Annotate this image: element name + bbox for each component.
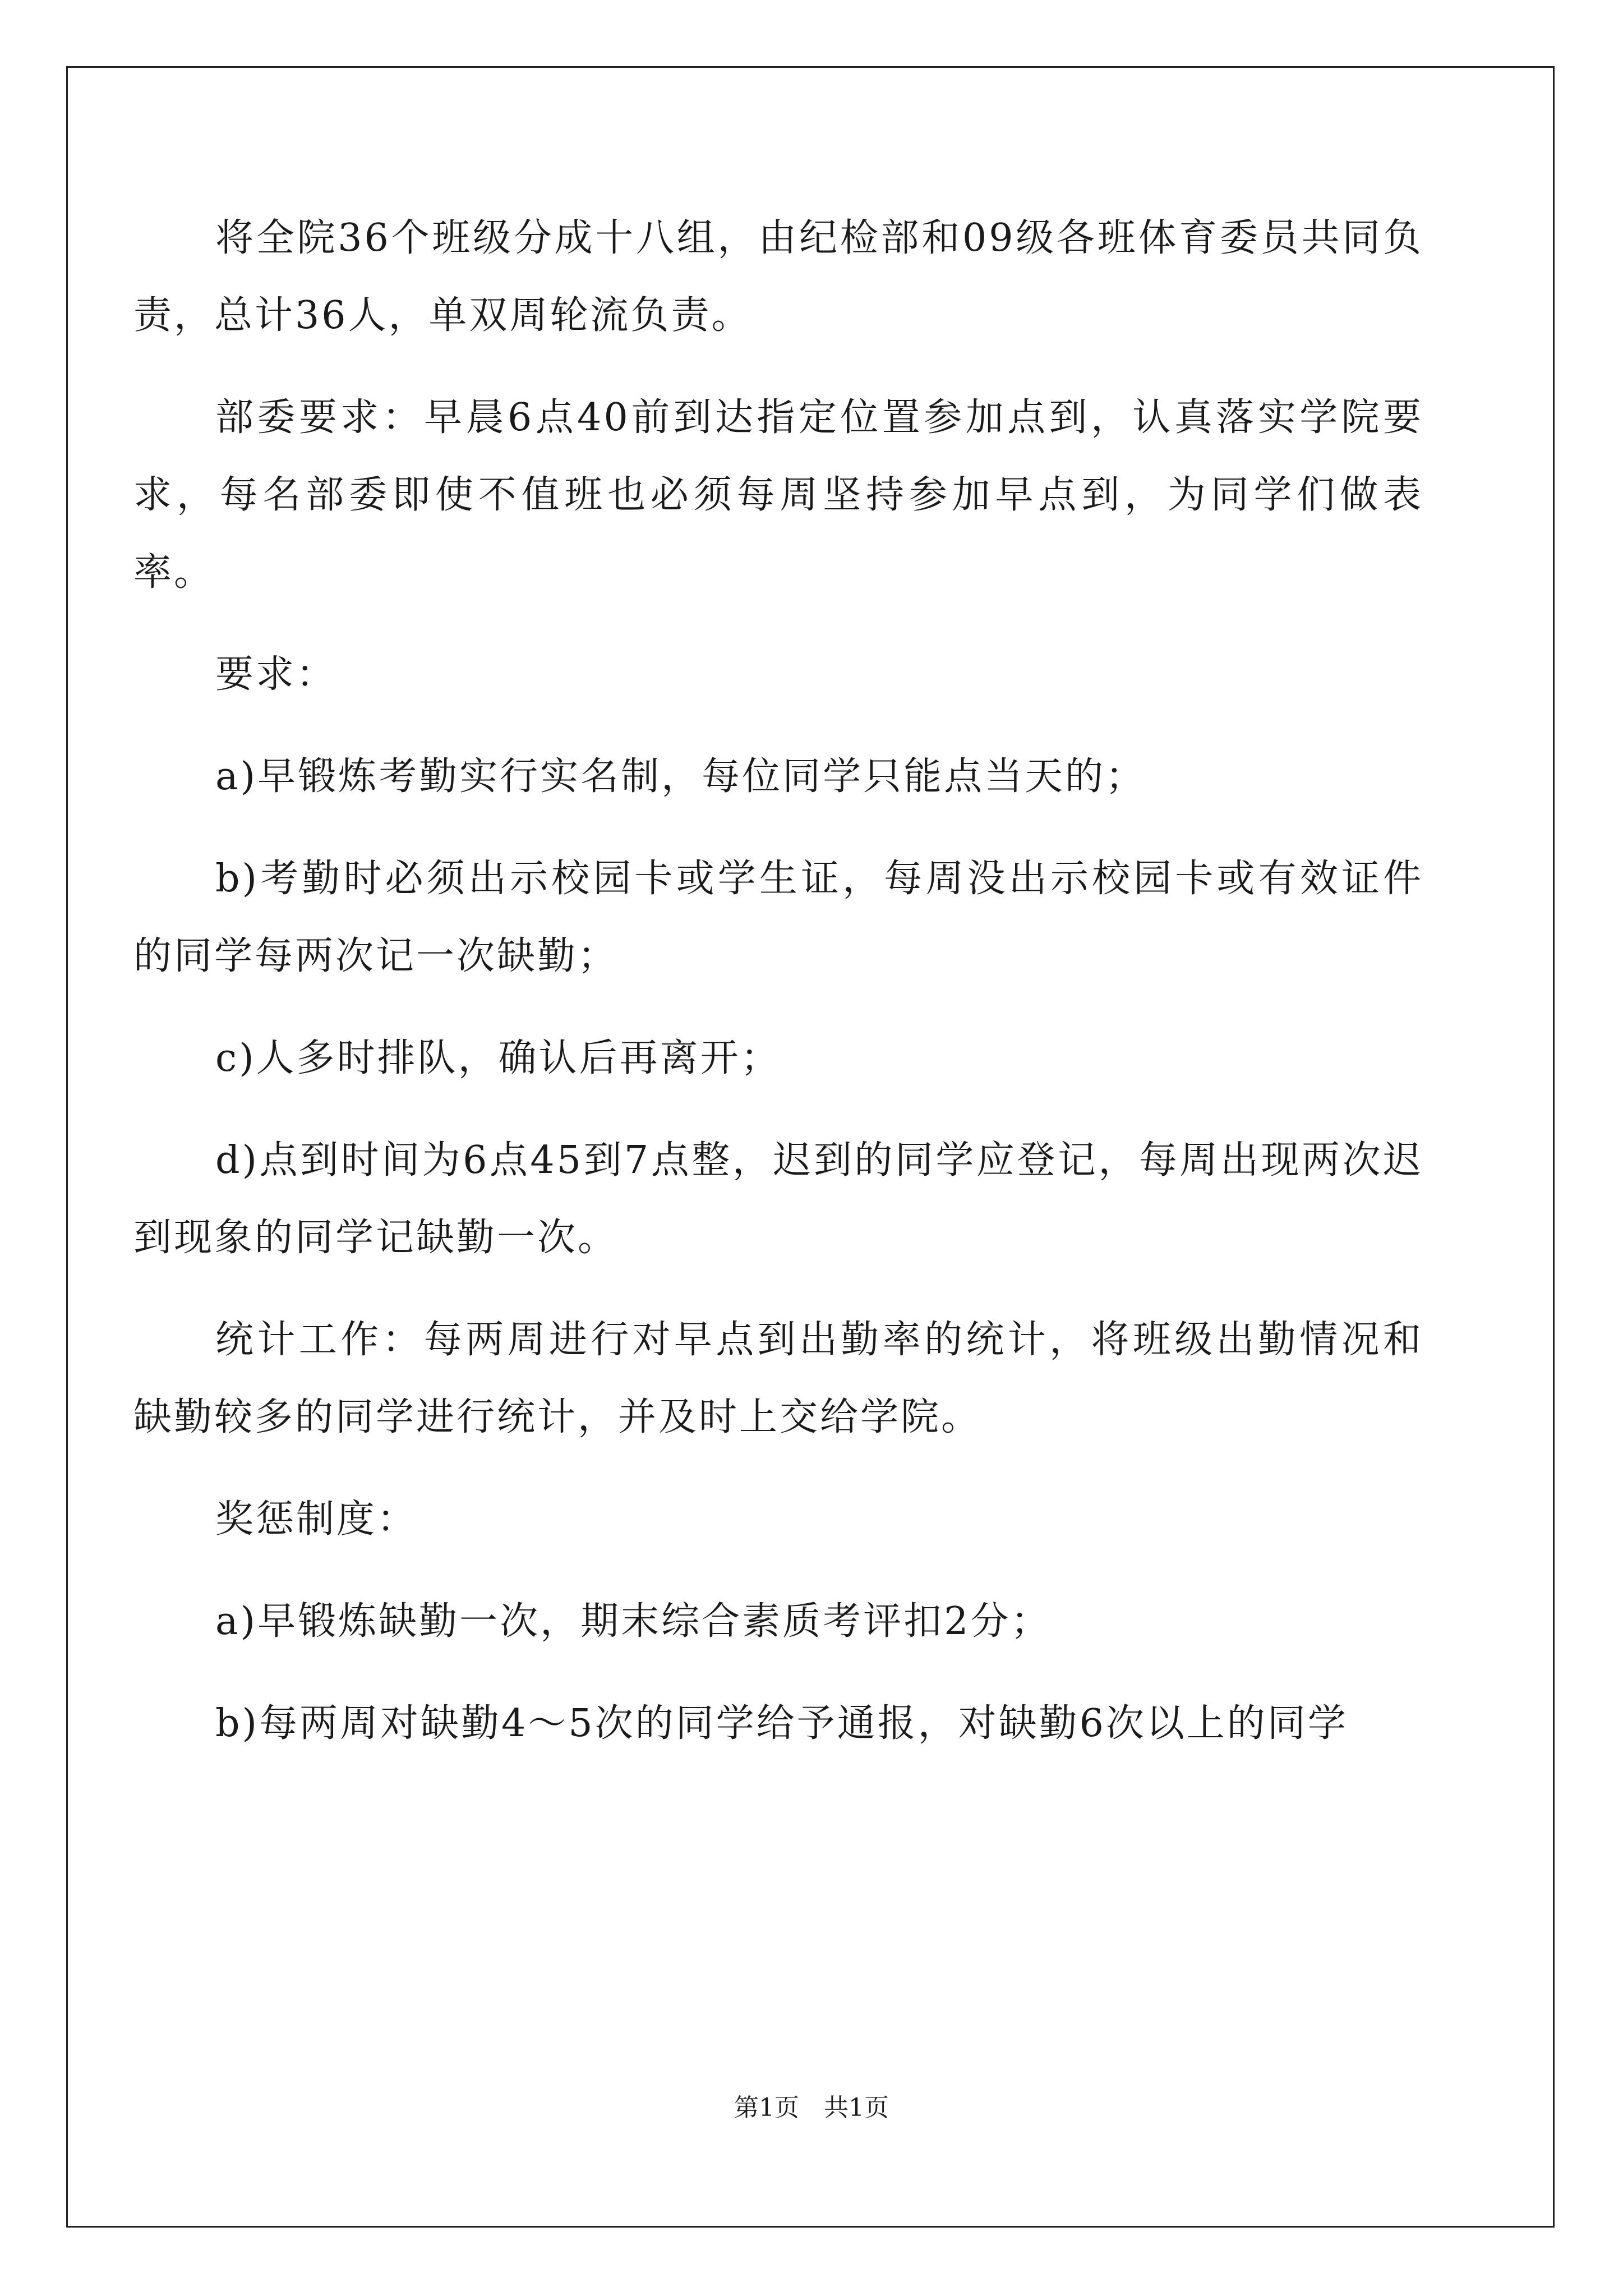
document-body — [133, 200, 1423, 2023]
page-number-current: 第1页 — [734, 2093, 799, 2122]
paragraph-grouping: 将全院36个班级分成十八组，由纪检部和09级各班体育委员共同负责，总计36人，单双周轮流负责。 — [133, 216, 1423, 338]
page-footer — [0, 2091, 1623, 2125]
paragraph-rewards-heading: 奖惩制度： — [215, 1497, 418, 1542]
paragraph-requirement-d: d)点到时间为6点45到7点整，迟到的同学应登记，每周出现两次迟到现象的同学记缺勤一次。 — [133, 1138, 1423, 1260]
paragraph-staff-requirements: 部委要求：早晨6点40前到达指定位置参加点到，认真落实学院要求，每名部委即使不值班也必须每周坚持参加早点到，为同学们做表率。 — [133, 395, 1423, 595]
paragraph-requirement-b: b)考勤时必须出示校园卡或学生证，每周没出示校园卡或有效证件的同学每两次记一次缺勤； — [133, 857, 1423, 978]
page-number-total: 共1页 — [824, 2093, 889, 2122]
paragraph-reward-a: a)早锻炼缺勤一次，期末综合素质考评扣2分； — [215, 1599, 1052, 1644]
paragraph-requirement-a: a)早锻炼考勤实行实名制，每位同学只能点当天的； — [215, 754, 1146, 799]
paragraph-statistics: 统计工作：每两周进行对早点到出勤率的统计，将班级出勤情况和缺勤较多的同学进行统计，并及时上交给学院。 — [133, 1318, 1423, 1439]
paragraph-reward-b: b)每两周对缺勤4～5次的同学给予通报，对缺勤6次以上的同学 — [215, 1701, 1348, 1746]
paragraph-requirements-heading: 要求： — [215, 652, 337, 697]
paragraph-requirement-c: c)人多时排队，确认后再离开； — [215, 1036, 781, 1080]
